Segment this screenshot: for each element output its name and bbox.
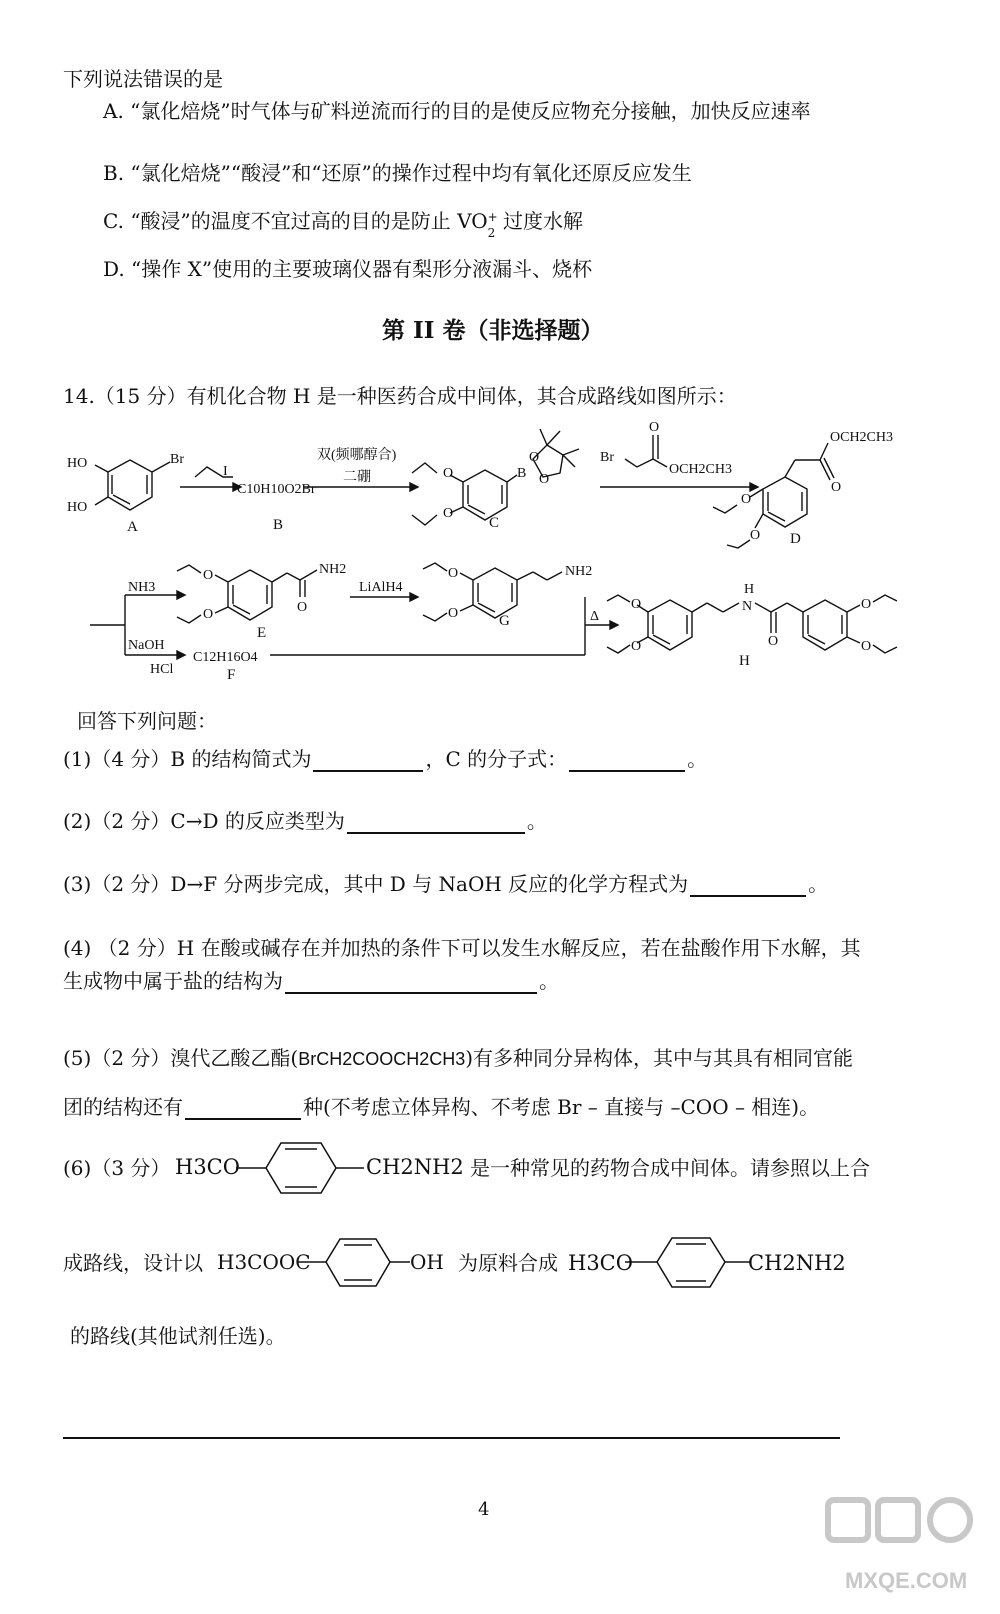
part-3 [63,871,828,897]
part-5-text-d: 种(不考虑立体异构、不考虑 Br – 直接与 –COO – 相连)。 [303,1095,820,1119]
label-ho-2: HO [67,500,88,515]
part-5-text-c: 团的结构还有 [63,1095,183,1119]
part-5-text-b: )有多种同分异构体，其中与其具有相同官能 [465,1046,854,1070]
option-d-text: “操作 X”使用的主要玻璃仪器有梨形分液漏斗、烧杯 [131,257,593,281]
q14-stem: 14.（15 分）有机化合物 H 是一种医药合成中间体，其合成路线如图所示： [63,384,737,408]
part-5-line-2 [63,1094,819,1120]
label-o-g1: O [448,566,459,581]
option-d [103,256,592,282]
answer-blank-3[interactable] [690,875,806,897]
label-boron: B [517,466,527,481]
label-o-h5: O [861,639,872,654]
label-h-atom: H [744,582,755,597]
label-oet-reagent: OCH2CH3 [669,462,733,477]
part-1-text-a: (1)（4 分）B 的结构简式为 [63,747,312,771]
p6-oh: OH [410,1250,444,1274]
part-1 [63,746,707,772]
synthesis-scheme [55,415,955,690]
p6-benzene-2 [298,1234,413,1292]
answer-blank-5[interactable] [185,1098,301,1120]
part-1-text-b: ，C 的分子式： [425,747,568,771]
bottom-divider [63,1437,840,1439]
p6-benzene-1 [236,1137,366,1199]
part-6-line-3: 的路线(其他试剂任选)。 [70,1324,286,1348]
option-c-text: “酸浸”的温度不宜过高的目的是防止 VO [130,209,488,233]
option-c-text-after: 过度水解 [496,209,583,233]
label-nh2-e: NH2 [319,562,347,577]
option-c-sup: + [487,210,498,224]
part-2 [63,808,547,834]
part-3-text: (3)（2 分）D→F 分两步完成，其中 D 与 NaOH 反应的化学方程式为 [63,872,689,896]
label-o-d2: O [741,492,752,507]
part-4-text: 生成物中属于盐的结构为 [63,969,283,993]
label-o-e3: O [297,600,308,615]
label-b-formula: C10H10O2Br [237,482,316,497]
section-title: 第 II 卷（非选择题） [382,317,604,344]
p6-benzene-3 [625,1233,753,1293]
label-compound-h: H [739,653,750,669]
option-a-text: “氯化焙烧”时气体与矿料逆流而行的目的是使反应物充分接触，加快反应速率 [130,99,811,123]
part-4-line-2 [63,968,559,994]
label-ho-1: HO [67,456,88,471]
label-o-g2: O [448,606,459,621]
label-compound-d: D [790,531,801,547]
label-compound-f: F [227,667,236,683]
part-4-line-1: (4) （2 分）H 在酸或碱存在并加热的条件下可以发生水解反应，若在盐酸作用下水解，其 [63,936,861,960]
label-compound-a: A [127,519,138,535]
label-o-c4: O [539,472,550,487]
label-o-e1: O [203,568,214,583]
option-a [103,98,811,124]
part-6-line-2b: 为原料合成 [458,1251,558,1275]
page-number: 4 [478,1499,490,1520]
option-b-letter: B. [103,161,125,185]
option-d-letter: D. [103,257,125,281]
option-c-letter: C. [103,209,124,233]
label-iodide: I [223,464,228,479]
watermark-logo [820,1488,985,1603]
label-nh2-g: NH2 [565,564,593,579]
watermark-text: MXQE.COM [845,1568,968,1593]
part-5-formula: BrCH2COOCH2CH3 [298,1049,466,1069]
part-2-end: 。 [526,809,547,833]
label-o-d3: O [750,528,761,543]
compound-e-structure [177,565,317,623]
label-o-e2: O [203,607,214,622]
label-br-a: Br [170,452,184,467]
part-2-text: (2)（2 分）C→D 的反应类型为 [63,809,345,833]
label-o-reagent: O [649,420,660,435]
compound-g-structure [423,563,562,621]
option-a-letter: A. [103,99,124,123]
part-3-end: 。 [808,872,829,896]
compound-c-structure [412,429,579,525]
p6-ch2nh2-target: CH2NH2 [748,1251,846,1275]
option-b-text: “氯化焙烧”“酸浸”和“还原”的操作过程中均有氧化还原反应发生 [130,161,692,185]
p6-h3co: H3CO [175,1155,240,1179]
label-heat: Δ [590,609,600,624]
label-o-d1: O [831,480,842,495]
part-1-end: 。 [687,747,708,771]
compound-d-structure [713,443,834,548]
answer-blank-1a[interactable] [313,750,423,772]
label-n-atom: N [742,599,753,614]
label-compound-c: C [489,515,500,531]
part-6-label: (6)（3 分） [63,1156,171,1180]
label-lialh4: LiAlH4 [359,580,403,595]
label-o-h2: O [631,639,642,654]
label-compound-e: E [257,625,267,641]
compound-a-structure [95,460,170,510]
option-c [103,208,583,240]
part-5-line-1 [63,1045,853,1072]
p6-ch2nh2: CH2NH2 [366,1155,464,1179]
question-intro: 下列说法错误的是 [63,67,223,91]
label-naoh: NaOH [128,638,165,653]
label-f-formula: C12H16O4 [193,650,258,665]
label-compound-b: B [273,517,284,533]
label-reagent-c-bottom: 二硼 [343,470,371,485]
option-b [103,160,692,186]
label-o-c1: O [443,466,454,481]
label-o-h1: O [631,597,642,612]
p6-h3cooc: H3COOC [217,1250,311,1274]
part-6-line-2a: 成路线，设计以 [63,1251,203,1275]
label-nh3: NH3 [128,580,156,595]
label-hcl: HCl [150,662,174,677]
label-reagent-c-top: 双(频哪醇合) [317,448,397,463]
label-br-reagent: Br [600,450,614,465]
part-4-end: 。 [539,969,559,993]
part-6-text-b: 是一种常见的药物合成中间体。请参照以上合 [470,1156,870,1180]
p6-h3co-target: H3CO [568,1251,633,1275]
label-o-h4: O [861,597,872,612]
answer-blank-4[interactable] [285,972,537,994]
option-c-sub: 2 [487,226,496,240]
answer-blank-2[interactable] [347,812,525,834]
label-compound-g: G [499,613,510,629]
answer-intro: 回答下列问题： [77,709,217,733]
label-o-c2: O [443,506,454,521]
label-o-c3: O [529,450,540,465]
answer-blank-1b[interactable] [569,750,685,772]
part-5-text-a: (5)（2 分）溴代乙酸乙酯( [63,1046,299,1070]
label-o-h3: O [768,634,779,649]
label-oet-d: OCH2CH3 [830,430,894,445]
